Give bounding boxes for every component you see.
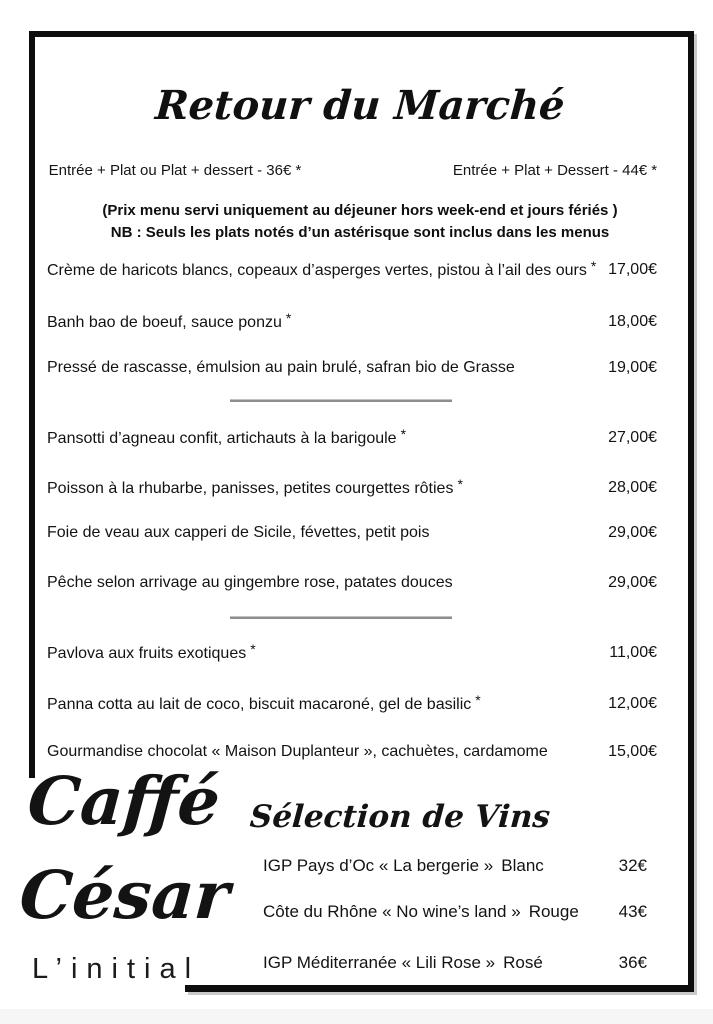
logo-cesar: César [17, 856, 232, 934]
menu-note-asterisk: NB : Seuls les plats notés d’un astérisque sont inclus dans les menus [110, 224, 610, 241]
menu-title: Retour du Marché [153, 82, 567, 129]
menu-inclusion-asterisk: * [590, 258, 597, 274]
dish-row [47, 428, 657, 449]
dish-price: 15,00€ [608, 743, 657, 760]
dish-price: 27,00€ [608, 429, 657, 446]
dish-name [47, 312, 291, 333]
wine-type: Rosé [503, 953, 543, 972]
dish-row [47, 260, 657, 281]
dish-price: 28,00€ [608, 479, 657, 496]
frame-left-border [29, 31, 35, 778]
section-divider [230, 616, 452, 619]
dish-row [47, 478, 657, 499]
dish-row [47, 573, 657, 593]
dish-text: Panna cotta au lait de coco, biscuit macaroné, gel de basilic [47, 696, 472, 713]
wine-name [263, 901, 579, 923]
menu-inclusion-asterisk: * [250, 641, 256, 657]
dish-name [47, 742, 552, 762]
logo-initial: L’initial [32, 953, 201, 985]
wine-row [263, 855, 647, 877]
wine-name [263, 952, 543, 974]
dish-row [47, 523, 657, 543]
page-edge-shadow [0, 1009, 713, 1024]
wine-price: 32€ [618, 856, 647, 875]
dish-price: 12,00€ [608, 695, 657, 712]
dish-name [47, 523, 433, 543]
menu-note-price-conditions: (Prix menu servi uniquement au déjeuner hors week-end et jours fériés ) [102, 202, 618, 219]
dish-row [47, 694, 657, 715]
dish-name [47, 428, 406, 449]
wine-text: IGP Pays d’Oc « La bergerie » [263, 856, 494, 875]
menu-inclusion-asterisk: * [285, 310, 292, 326]
dish-price: 11,00€ [609, 644, 657, 661]
wine-section-title: Sélection de Vins [248, 799, 552, 835]
dish-price: 17,00€ [608, 261, 657, 278]
dish-text: Crème de haricots blancs, copeaux d’asperges vertes, pistou à l’ail des ours [47, 262, 587, 279]
menu-inclusion-asterisk: * [400, 426, 407, 442]
wine-text: Côte du Rhône « No wine’s land » [263, 902, 521, 921]
logo-caffe: Caffé [25, 762, 223, 840]
section-divider [230, 399, 452, 402]
dish-name [47, 694, 481, 715]
frame-bottom-border [185, 985, 694, 992]
wine-row [263, 952, 647, 974]
wine-row [263, 901, 647, 923]
wine-type: Blanc [501, 856, 544, 875]
dish-text: Pressé de rascasse, émulsion au pain brulé, safran bio de Grasse [47, 359, 515, 376]
dish-price: 19,00€ [608, 359, 657, 376]
dish-name [47, 478, 463, 499]
dish-text: Poisson à la rhubarbe, panisses, petites courgettes rôties [47, 480, 454, 497]
dish-price: 18,00€ [608, 313, 657, 330]
dish-text: Banh bao de boeuf, sauce ponzu [47, 314, 282, 331]
wine-type: Rouge [528, 902, 579, 921]
dish-price: 29,00€ [608, 574, 657, 591]
dish-name [47, 260, 596, 281]
menu-inclusion-asterisk: * [475, 692, 481, 708]
dish-text: Pêche selon arrivage au gingembre rose, patates douces [47, 574, 453, 591]
dish-row [47, 358, 657, 378]
wine-price: 43€ [618, 902, 647, 921]
dish-text: Pavlova aux fruits exotiques [47, 645, 247, 662]
dish-price: 29,00€ [608, 524, 657, 541]
wine-name [263, 855, 544, 877]
dish-name [47, 643, 256, 664]
dish-row [47, 742, 657, 762]
dish-name [47, 358, 519, 378]
dish-row [47, 643, 657, 664]
wine-price: 36€ [618, 953, 647, 972]
dish-text: Foie de veau aux capperi de Sicile, févettes, petit pois [47, 524, 430, 541]
wine-text: IGP Méditerranée « Lili Rose » [263, 953, 496, 972]
dish-row [47, 312, 657, 333]
formule-full-menu: Entrée + Plat + Dessert - 44€ * [452, 162, 658, 179]
menu-inclusion-asterisk: * [457, 476, 463, 492]
dish-text: Pansotti d’agneau confit, artichauts à la barigoule [47, 430, 397, 447]
dish-name [47, 573, 457, 593]
dish-text: Gourmandise chocolat « Maison Duplanteur », cachuètes, cardamome [47, 743, 548, 760]
frame-top-border [29, 31, 694, 37]
frame-right-border [688, 31, 694, 992]
formule-lunch-menu: Entrée + Plat ou Plat + dessert - 36€ * [48, 162, 302, 179]
